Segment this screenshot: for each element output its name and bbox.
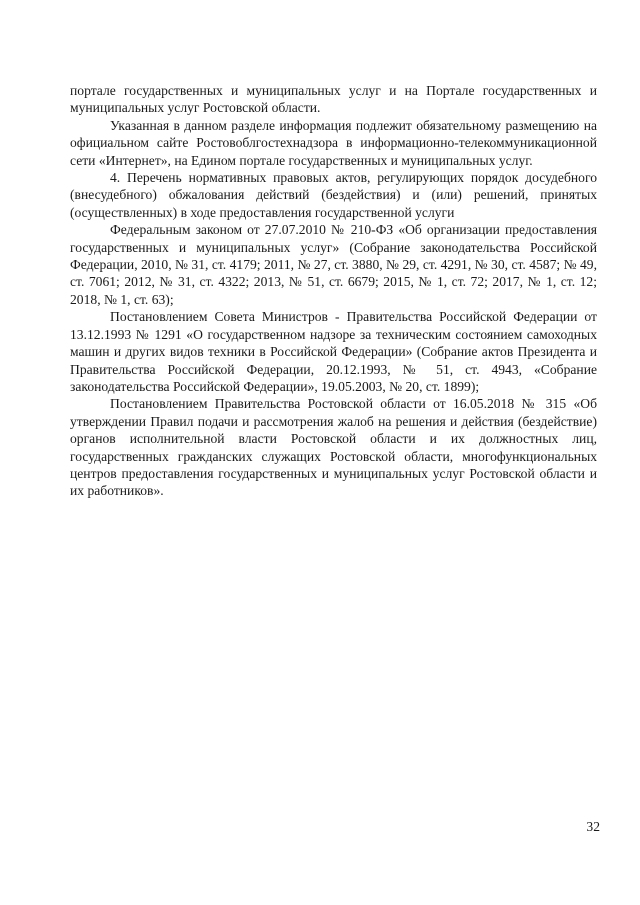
paragraph-section-4-heading: 4. Перечень нормативных правовых актов, регулирующих порядок досудебного (внесудебного) обжалования действий (бездействия) и (или) решений, принятых (осуществленных) в ходе предоставления государственной услуги bbox=[70, 170, 597, 220]
page-number: 32 bbox=[586, 819, 600, 834]
paragraph-information-placement: Указанная в данном разделе информация подлежит обязательному размещению на официальном сайте Ростовоблгостехнадзора в информационно-телекоммуникационной сети «Интернет», на Едином портале государственных и муниципальных услуг. bbox=[70, 117, 597, 168]
paragraph-government-resolution-1993: Постановлением Совета Министров - Правительства Российской Федерации от 13.12.1993 № 1291 «О государственном надзоре за техническим состоянием самоходных машин и других видов техники в Российской Федерации» (Собрание актов Президента и Правительства Российской Федерации, 20.12.1993, № 51, ст. 4943, «Собрание законодательства Российской Федерации», 19.05.2003, № 20, ст. 1899); bbox=[70, 309, 597, 394]
document-body bbox=[70, 82, 597, 500]
paragraph-rostov-resolution-2018: Постановлением Правительства Ростовской области от 16.05.2018 № 315 «Об утверждении Правил подачи и рассмотрения жалоб на решения и действия (бездействие) органов исполнительной власти Ростовской области и их должностных лиц, государственных гражданских служащих Ростовской области, многофункциональных центров предоставления государственных и муниципальных услуг Ростовской области и их работников». bbox=[70, 396, 597, 499]
paragraph-federal-law: Федеральным законом от 27.07.2010 № 210-ФЗ «Об организации предоставления государственных и муниципальных услуг» (Собрание законодательства Российской Федерации, 2010, № 31, ст. 4179; 2011, № 27, ст. 3880, № 29, ст. 4291, № 30, ст. 4587; № 49, ст. 7061; 2012, № 31, ст. 4322; 2013, № 51, ст. 6679; 2015, № 1, ст. 72; 2017, № 1, ст. 12; 2018, № 1, ст. 63); bbox=[70, 222, 597, 307]
paragraph-portal-continuation: порталe государственных и муниципальных услуг и на Портале государственных и муниципальных услуг Ростовской области. bbox=[70, 83, 597, 116]
